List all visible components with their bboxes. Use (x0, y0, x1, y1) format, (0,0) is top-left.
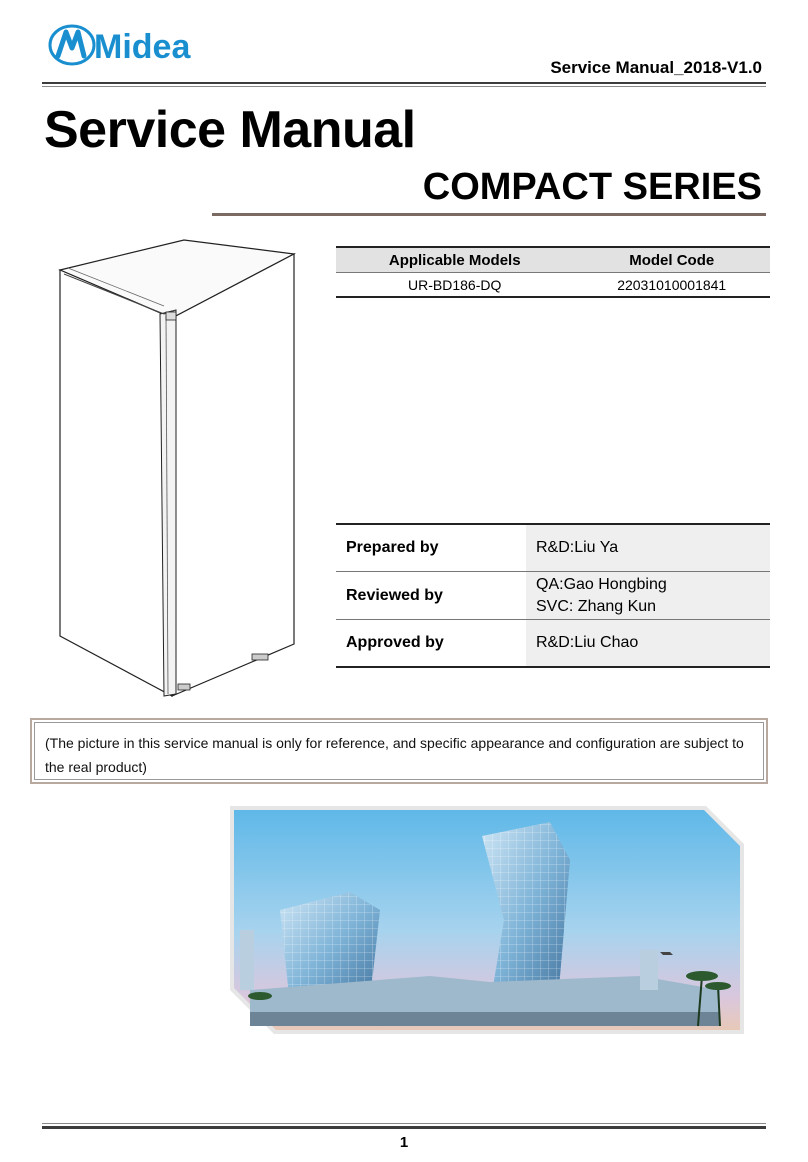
models-header-row (336, 247, 770, 273)
approved-label: Approved by (336, 620, 526, 668)
approved-value: R&D:Liu Chao (526, 620, 770, 668)
signoff-table (336, 523, 770, 668)
header-rule-thin (42, 86, 766, 87)
reviewed-label: Reviewed by (336, 572, 526, 620)
footer-rule (42, 1126, 766, 1129)
reviewed-row (336, 572, 770, 620)
subtitle-rule (212, 213, 766, 216)
table-row (336, 273, 770, 298)
page-number: 1 (399, 1134, 409, 1151)
model-code-cell: 22031010001841 (617, 276, 727, 293)
reviewed-value (526, 572, 770, 620)
header-rule (42, 82, 766, 84)
reference-note-box (34, 722, 764, 780)
model-name-cell: UR-BD186-DQ (408, 276, 502, 293)
models-header-model: Applicable Models (336, 247, 573, 273)
page-title: Service Manual (44, 101, 416, 159)
footer-rule-thin (42, 1123, 766, 1124)
prepared-row (336, 524, 770, 572)
approved-row (336, 620, 770, 668)
refrigerator-illustration (54, 234, 302, 704)
headquarters-photo (220, 800, 750, 1040)
midea-logo (44, 14, 194, 70)
brand-wordmark: Midea (94, 28, 191, 66)
header-version-tag: Service Manual_2018-V1.0 (550, 58, 762, 77)
prepared-label: Prepared by (336, 524, 526, 572)
reviewed-svc: SVC: Zhang Kun (536, 597, 657, 615)
reviewed-qa: QA:Gao Hongbing (536, 575, 667, 593)
prepared-value: R&D:Liu Ya (526, 524, 770, 572)
reference-note-text: (The picture in this service manual is only for reference, and specific appearance and configuration are subject to the real product) (45, 735, 744, 775)
models-header-code: Model Code (573, 247, 770, 273)
page-subtitle: COMPACT SERIES (422, 166, 762, 208)
models-table (336, 246, 770, 298)
